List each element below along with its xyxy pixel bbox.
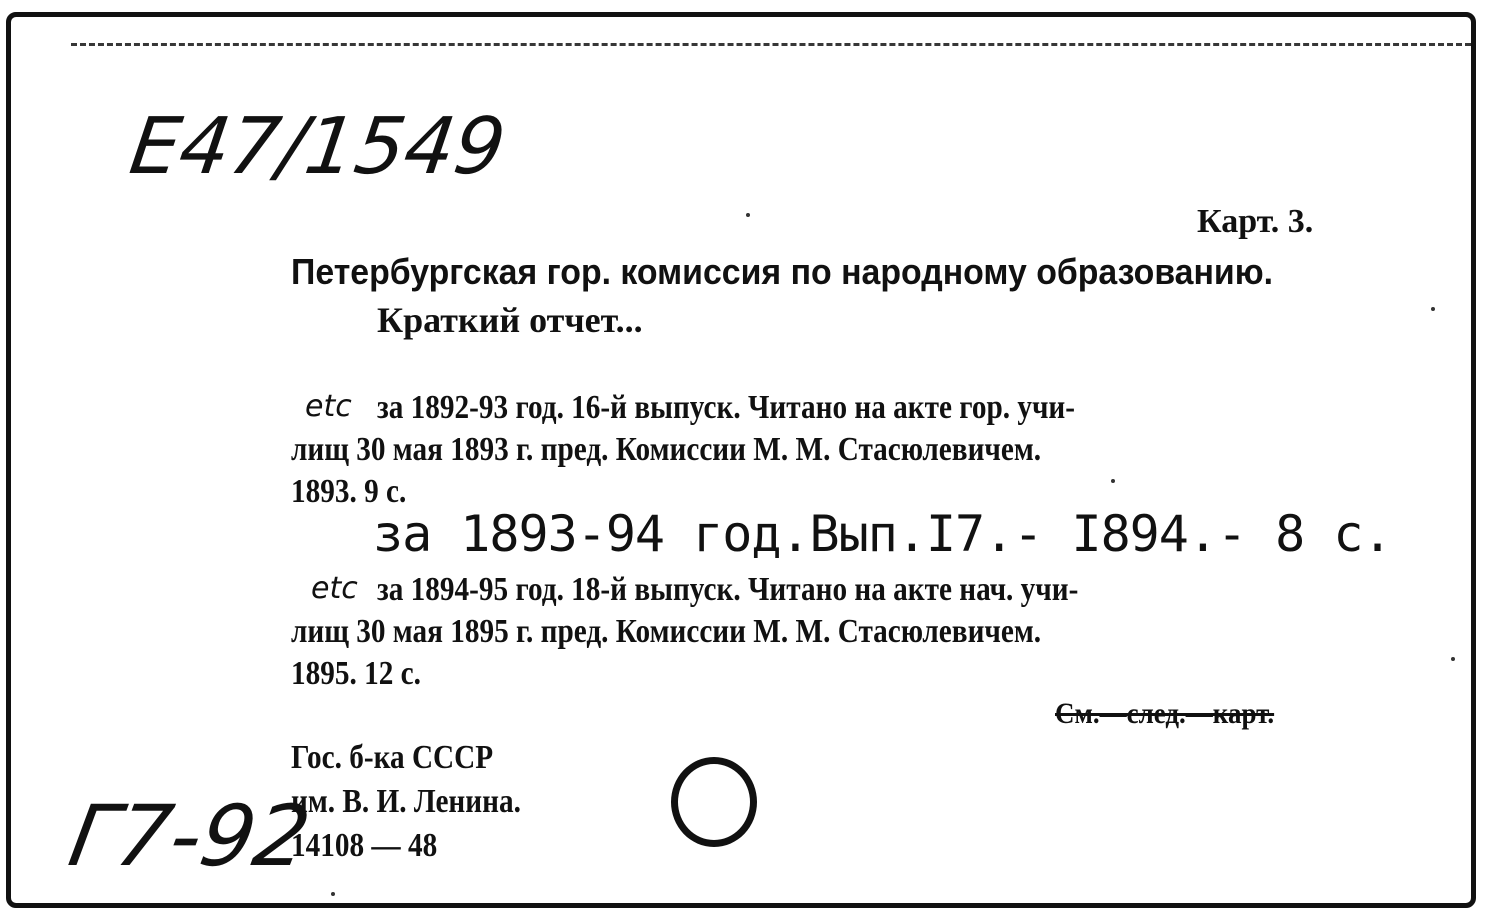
catalog-card bbox=[6, 12, 1476, 908]
entry-1-line-2: лищ 30 мая 1893 г. пред. Комиссии М. М. Стасюлевичем. bbox=[291, 431, 1042, 468]
punch-hole bbox=[671, 757, 757, 847]
speck bbox=[1431, 307, 1435, 311]
handwritten-bottom-mark: Г7-92 bbox=[62, 787, 318, 885]
card-subtitle: Краткий отчет... bbox=[377, 300, 643, 340]
entry-3-line-2: лищ 30 мая 1895 г. пред. Комиссии М. М. Стасюлевичем. bbox=[291, 613, 1042, 650]
speck bbox=[331, 892, 335, 896]
entry-1-line-3: 1893. 9 с. bbox=[291, 473, 407, 510]
speck bbox=[746, 213, 750, 217]
entry-1-line-1: за 1892-93 год. 16-й выпуск. Читано на акте гор. учи- bbox=[377, 389, 1076, 426]
card-heading: Петербургская гор. комиссия по народному образованию. bbox=[291, 251, 1274, 292]
see-next-card: См.—след.—карт. bbox=[1055, 697, 1275, 730]
library-line-1: Гос. б-ка СССР bbox=[291, 739, 494, 776]
entry-2-line-1: за 1893-94 год.Вып.I7.- I894.- 8 с. bbox=[373, 505, 1392, 563]
library-line-3: 14108 — 48 bbox=[291, 827, 438, 864]
entry-1-mark: etc bbox=[305, 389, 352, 424]
speck bbox=[1111, 479, 1115, 483]
card-number: Карт. 3. bbox=[1197, 203, 1314, 240]
speck bbox=[1471, 77, 1475, 81]
entry-3-mark: etc bbox=[311, 571, 358, 606]
library-line-2: им. В. И. Ленина. bbox=[291, 783, 521, 820]
handwritten-shelfmark: Е47/1549 bbox=[124, 102, 511, 192]
entry-3-line-1: за 1894-95 год. 18-й выпуск. Читано на акте нач. учи- bbox=[377, 571, 1079, 608]
entry-3-line-3: 1895. 12 с. bbox=[291, 655, 421, 692]
top-dashed-rule bbox=[71, 43, 1471, 46]
speck bbox=[1451, 657, 1455, 661]
